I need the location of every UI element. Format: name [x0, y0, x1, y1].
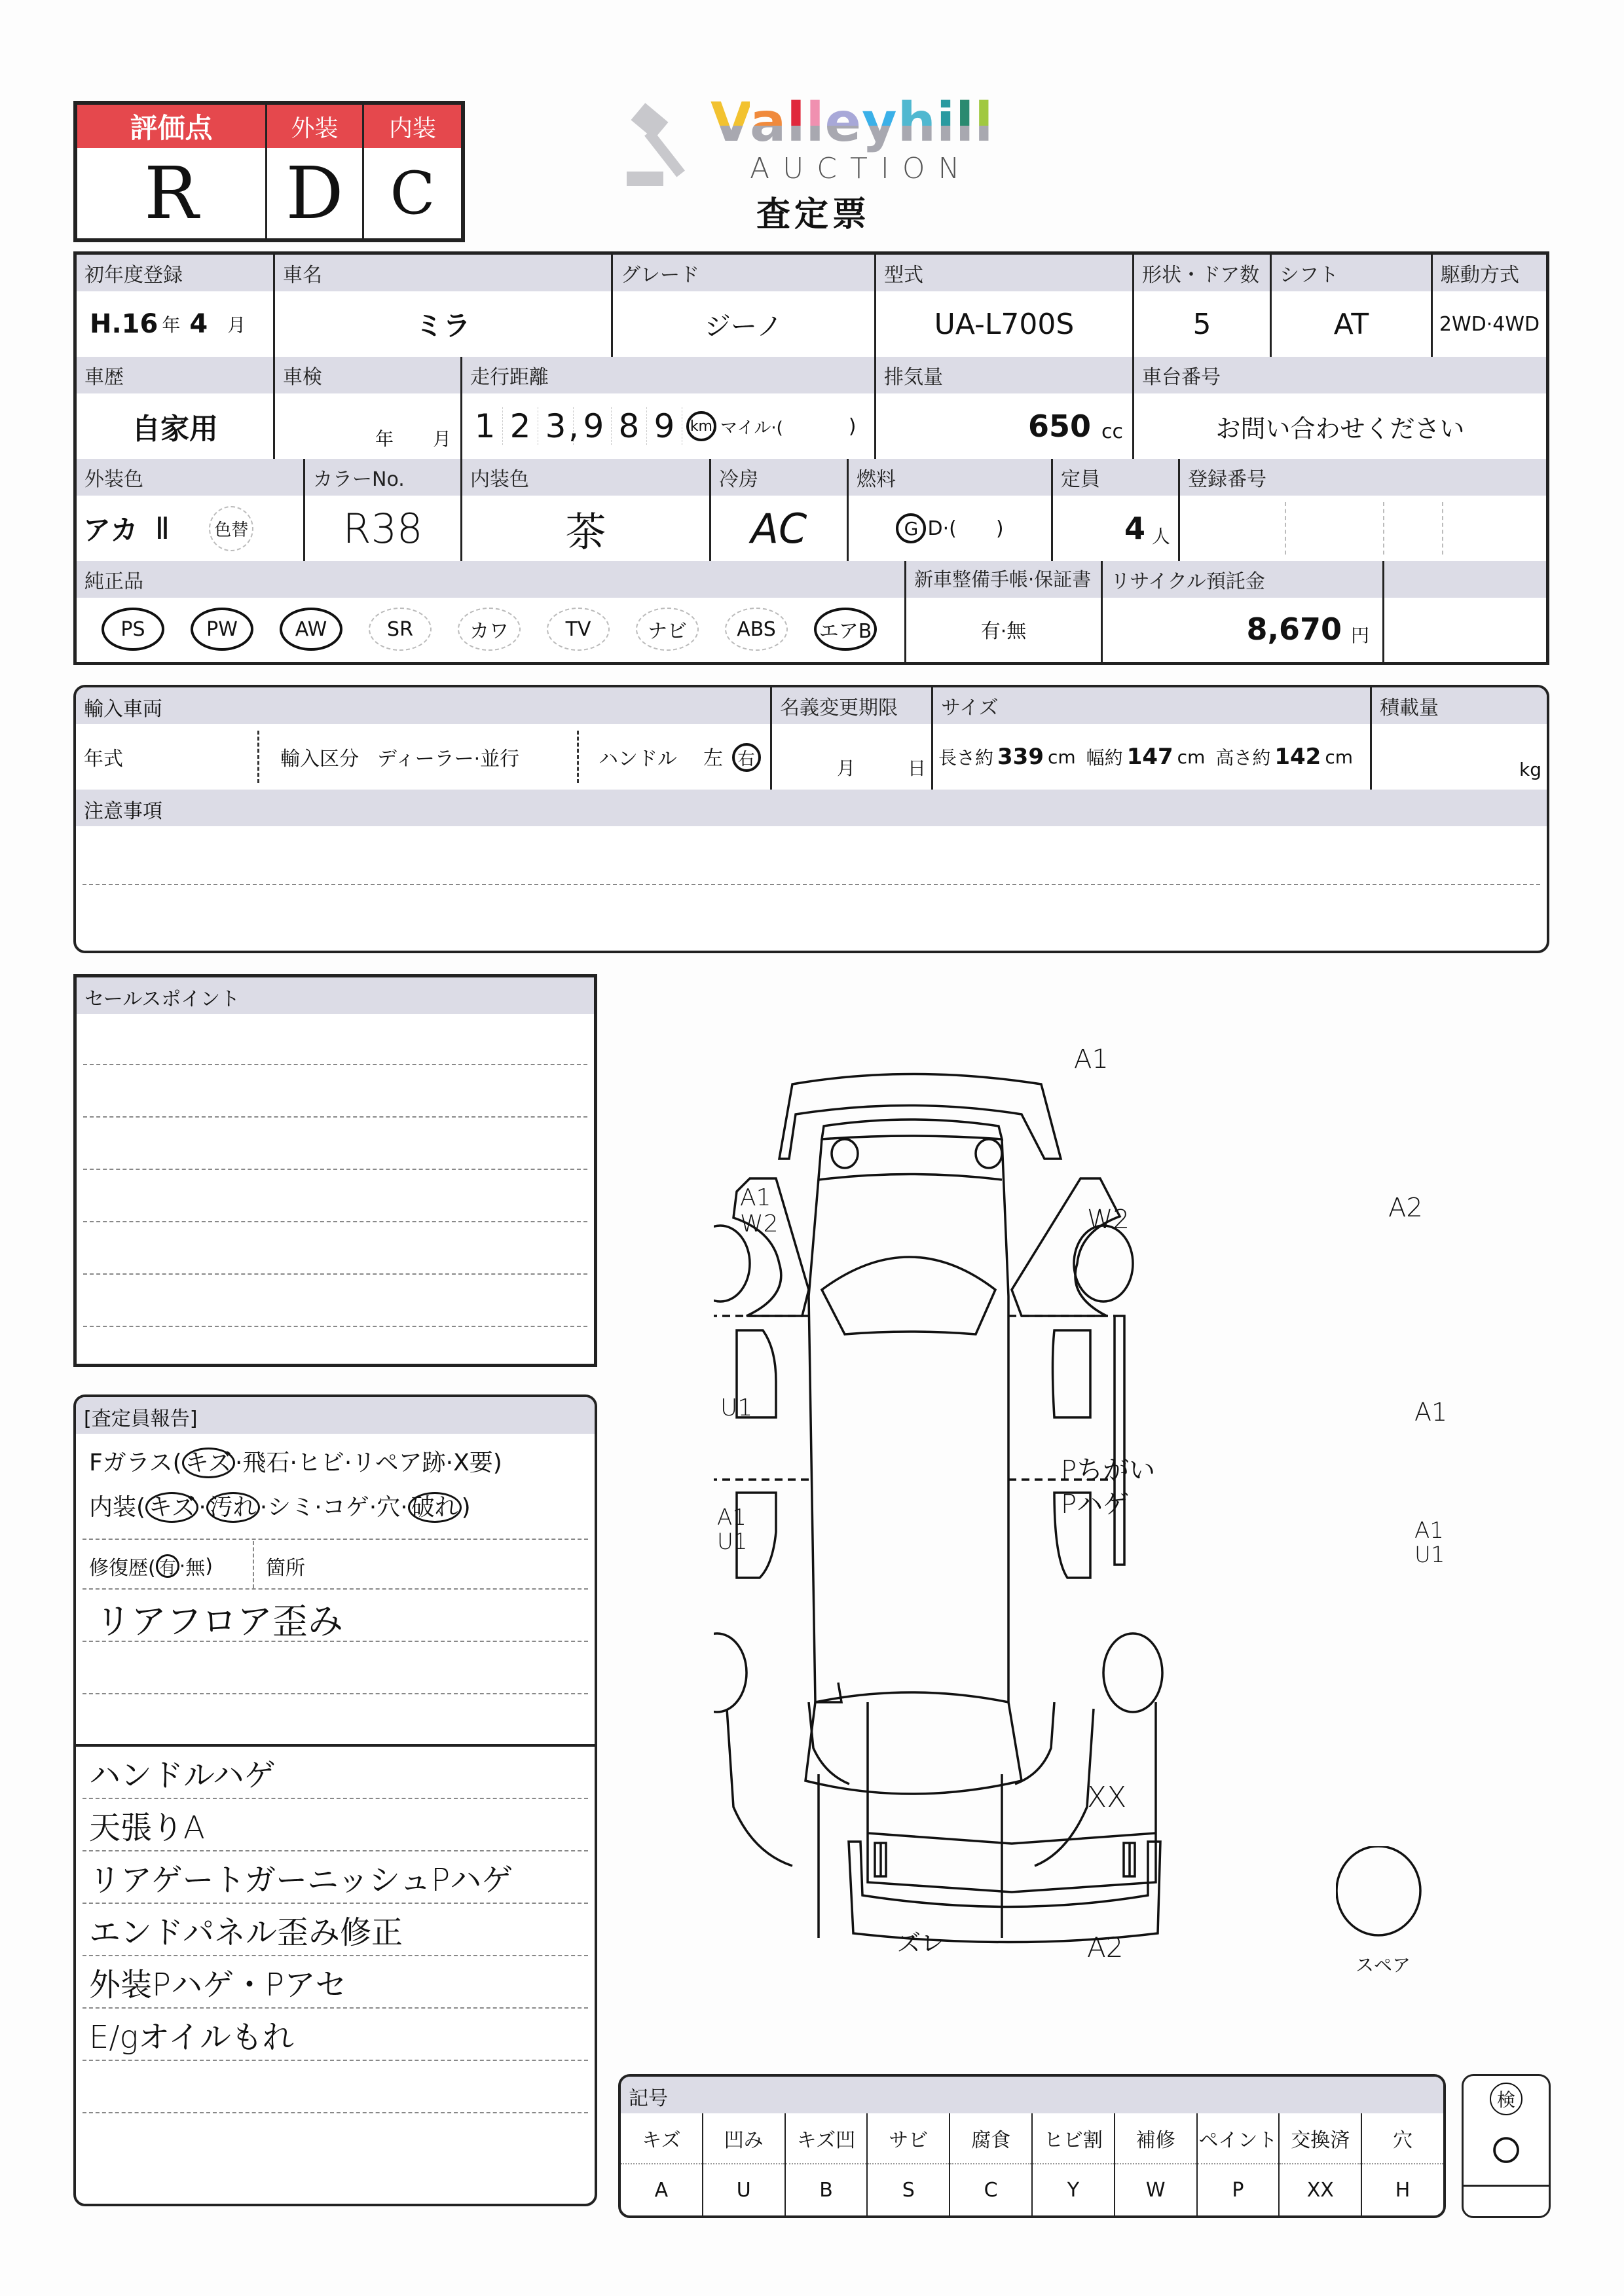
length-value: 339 — [997, 744, 1044, 770]
repair-location-label: 箇所 — [266, 1557, 305, 1580]
grade-box — [73, 101, 465, 242]
manual-warranty-label: 新車整備手帳·保証書 — [906, 561, 1101, 598]
interior-color-label: 内装色 — [462, 459, 709, 496]
brand-letter: h — [897, 92, 937, 154]
size-value — [933, 724, 1370, 790]
shift-value: AT — [1333, 307, 1369, 341]
inspection-stamp-box — [1462, 2074, 1551, 2218]
rear-gate-lower-edge — [868, 1833, 1156, 1844]
mileage-cell — [460, 357, 874, 459]
spare-tire-label: スペア — [1356, 1954, 1411, 1976]
height-label: 高さ約 — [1215, 747, 1271, 769]
import-category-label: 輸入区分 — [280, 748, 359, 771]
height-value: 142 — [1274, 744, 1321, 770]
chassis-number-label: 車台番号 — [1134, 357, 1546, 393]
reg-month-unit: 月 — [227, 314, 246, 336]
size-cell — [931, 687, 1370, 790]
mileage-digit: 9 — [576, 407, 612, 445]
front-bumper-annotation: A1 — [1074, 1044, 1109, 1074]
legend-item — [1278, 2113, 1361, 2215]
car-name-label: 車名 — [275, 255, 611, 291]
inspector-note-text: E/gオイルもれ — [89, 2018, 294, 2056]
first-registration-value — [77, 291, 273, 357]
chassis-number-cell — [1132, 357, 1546, 459]
front-glass-option[interactable]: 飛石 — [242, 1449, 290, 1476]
interior-grade-cell — [364, 105, 461, 238]
exterior-grade-value: D — [286, 151, 344, 235]
front-glass-suffix: ) — [492, 1449, 502, 1476]
reg-era: H.16 — [90, 309, 158, 339]
displacement-number: 650 — [1027, 409, 1091, 444]
brand-letter: y — [862, 92, 898, 154]
legend-item — [621, 2113, 702, 2215]
name-change-deadline-cell — [770, 687, 931, 790]
handle-side — [579, 742, 770, 773]
separator: · — [289, 1449, 297, 1476]
legend-item-name: ペイント — [1198, 2113, 1279, 2164]
brand-subtitle: AUCTION — [750, 152, 973, 185]
legend-item-code: XX — [1306, 2178, 1334, 2202]
color-number-label: カラーNo. — [305, 459, 460, 496]
fuel-other-options: D·( — [927, 517, 957, 540]
repair-history-label: 修復歴( — [89, 1557, 156, 1580]
displacement-value — [876, 393, 1132, 459]
mileage-digit: 2 — [503, 407, 538, 445]
repair-history-close: ) — [205, 1554, 213, 1578]
brand-letter: e — [824, 92, 862, 154]
displacement-cell — [874, 357, 1132, 459]
car-name-cell — [273, 255, 611, 357]
mileage-digit: 1 — [468, 407, 503, 445]
name-change-day-unit: 日 — [907, 757, 926, 779]
interior-color-cell — [460, 459, 709, 561]
equipment-options — [77, 598, 904, 661]
front-glass-option[interactable]: X要 — [453, 1449, 493, 1476]
displacement-label: 排気量 — [876, 357, 1132, 393]
length-unit: cm — [1048, 746, 1076, 768]
rear-bumper-note: ズレ — [897, 1930, 945, 1957]
left-rear-quarter[interactable] — [727, 1709, 792, 1866]
legend-item — [1114, 2113, 1196, 2215]
interior-option[interactable]: キズ — [145, 1492, 198, 1523]
inspection-cell — [273, 357, 460, 459]
load-capacity-label: 積載量 — [1372, 687, 1547, 724]
handle-right-option-selected[interactable]: 右 — [732, 743, 761, 772]
inspection-month-unit: 月 — [432, 428, 451, 450]
mileage-unit-other: マイル·( — [720, 418, 783, 438]
divider — [253, 1541, 254, 1588]
company-logo — [625, 92, 992, 242]
inspection-value — [275, 393, 460, 459]
separator: · — [400, 1494, 408, 1521]
inspection-label: 車検 — [275, 357, 460, 393]
fuel-value — [849, 496, 1051, 561]
handle-left-option[interactable]: 左 — [703, 746, 723, 770]
history-cell — [77, 357, 273, 459]
equipment-option-ps[interactable]: PS — [101, 608, 164, 651]
inspector-note-line — [83, 1747, 588, 1799]
interior-option[interactable]: コゲ — [322, 1494, 369, 1521]
color-swap-option[interactable]: 色替 — [209, 506, 253, 551]
legend-item — [949, 2113, 1031, 2215]
right-front-fender-annotation: A2 — [1388, 1193, 1423, 1223]
left-body-line — [809, 1139, 841, 1702]
displacement-unit: cc — [1101, 420, 1123, 443]
blank-cell-header — [1384, 561, 1546, 598]
left-rear-quarter-lower[interactable] — [809, 1702, 849, 1784]
bonnet-edge[interactable] — [819, 1175, 1002, 1180]
grade-name-label: グレード — [613, 255, 874, 291]
inspector-report-box — [73, 1394, 597, 2206]
capacity-value — [1053, 496, 1178, 561]
right-front-fender[interactable] — [1012, 1178, 1120, 1316]
document-title: 査定票 — [756, 195, 871, 234]
legend-item-name: 補修 — [1115, 2113, 1196, 2164]
mileage-label: 走行距離 — [462, 357, 874, 393]
legend-item-name: ヒビ割 — [1033, 2113, 1114, 2164]
ac-cell — [709, 459, 847, 561]
interior-option[interactable]: シミ — [267, 1494, 315, 1521]
symbol-legend — [618, 2074, 1446, 2218]
width-unit: cm — [1177, 746, 1206, 768]
repair-history: 修復歴( 有 · 無 ) — [89, 1552, 213, 1580]
interior-grade-label: 内装 — [364, 105, 461, 148]
brand-name — [710, 92, 993, 154]
legend-item — [1196, 2113, 1279, 2215]
inspector-note-line — [83, 1956, 588, 2009]
inspection-year-unit: 年 — [375, 428, 394, 450]
right-rear-door-annotation: A1 U1 — [1414, 1518, 1445, 1569]
registration-number-cell — [1178, 459, 1546, 561]
repair-history-no[interactable]: 無 — [185, 1557, 206, 1580]
right-rocker-panel[interactable] — [1115, 1316, 1124, 1565]
inspector-note-text: ハンドルハゲ — [89, 1757, 276, 1794]
legend-item-code: Y — [1067, 2178, 1080, 2202]
legend-item — [1361, 2113, 1443, 2215]
car-name-value: ミラ — [415, 310, 471, 342]
brand-letter: V — [710, 92, 750, 154]
right-body-line — [1002, 1139, 1008, 1702]
first-registration-cell — [77, 255, 273, 357]
left-headlight — [832, 1139, 858, 1168]
notes-label: 注意事項 — [76, 790, 1547, 826]
legend-item-code: B — [819, 2178, 833, 2202]
sales-point-line[interactable] — [83, 1064, 587, 1065]
divider — [83, 1641, 588, 1642]
manual-warranty-cell — [904, 561, 1101, 662]
equipment-option-aw[interactable]: AW — [280, 608, 342, 651]
legend-item-code: C — [984, 2178, 998, 2202]
sales-point-box — [73, 974, 597, 1367]
overall-grade-value: R — [144, 151, 198, 235]
brand-letter: i — [936, 92, 956, 154]
front-glass-option[interactable]: キズ — [182, 1448, 235, 1478]
gavel-icon — [625, 98, 704, 190]
legend-item-name: 凹み — [703, 2113, 784, 2164]
separator: · — [198, 1494, 206, 1521]
sales-point-line[interactable] — [83, 1221, 587, 1222]
name-change-label: 名義変更期限 — [772, 687, 931, 724]
width-label: 幅約 — [1086, 747, 1123, 769]
fuel-close: ) — [995, 517, 1004, 540]
inspector-report-label: [査定員報告] — [76, 1397, 595, 1434]
exterior-color-value — [77, 496, 303, 561]
legend-item-code: P — [1232, 2178, 1244, 2202]
bonnet-annotation: W2 — [1087, 1205, 1130, 1235]
divider — [1464, 2185, 1549, 2187]
sales-point-line[interactable] — [83, 1169, 587, 1170]
brand-letter: l — [955, 92, 975, 154]
inspector-note-line — [83, 1799, 588, 1851]
inspector-note-line — [83, 2061, 588, 2113]
load-capacity-unit: kg — [1519, 759, 1541, 780]
inspector-note-line — [83, 1904, 588, 1956]
legend-item-name: キズ — [621, 2113, 702, 2164]
capacity-label: 定員 — [1053, 459, 1178, 496]
roof-annotation: Pちがい Pハゲ — [1061, 1455, 1156, 1520]
mileage-digit: 8 — [612, 407, 647, 445]
legend-item-code: S — [902, 2178, 915, 2202]
recycle-amount: 8,670 — [1246, 611, 1342, 647]
inspection-mark: ○ — [1488, 2113, 1524, 2182]
equipment-option-pw[interactable]: PW — [191, 608, 253, 651]
inspector-note-line — [83, 1851, 588, 1904]
registration-number-value — [1180, 496, 1546, 561]
doors-cell — [1132, 255, 1270, 357]
fuel-gasoline-selected[interactable]: G — [896, 513, 926, 543]
notes-line — [83, 884, 1540, 885]
color-number-cell — [303, 459, 460, 561]
width-value: 147 — [1126, 744, 1173, 770]
import-category — [259, 731, 579, 783]
separator: · — [344, 1449, 352, 1476]
ac-label: 冷房 — [711, 459, 847, 496]
exterior-grade-cell — [267, 105, 364, 238]
recycle-deposit-label: リサイクル預託金 — [1103, 561, 1382, 598]
right-front-door-annotation: A1 — [1414, 1398, 1448, 1427]
mileage-unit-close: ) — [848, 414, 857, 438]
right-front-tire[interactable] — [1074, 1226, 1133, 1302]
exterior-color-cell — [77, 459, 303, 561]
right-rear-tire[interactable] — [1103, 1633, 1162, 1712]
sales-point-line[interactable] — [83, 1273, 587, 1275]
sales-point-line[interactable] — [83, 1326, 587, 1327]
load-capacity-cell — [1370, 687, 1547, 790]
import-year-label: 年式 — [76, 731, 259, 783]
inspector-note-line — [83, 2009, 588, 2061]
recycle-unit: 円 — [1350, 625, 1369, 646]
exterior-color-suffix: Ⅱ — [155, 511, 170, 546]
model-code-cell — [874, 255, 1132, 357]
sales-point-line[interactable] — [83, 1116, 587, 1118]
mileage-digit: 9 — [647, 407, 682, 445]
inspector-note-text: 外装Pハゲ・Pアセ — [89, 1966, 347, 2003]
inspector-note-text: 天張りA — [89, 1809, 205, 1846]
repair-note: リアフロア歪み — [96, 1601, 343, 1642]
drive-value: 2WD·4WD — [1439, 312, 1540, 336]
front-glass-condition — [89, 1444, 502, 1478]
overall-grade-cell — [77, 105, 267, 238]
mileage-digit: 3 — [538, 407, 574, 445]
front-glass-option[interactable]: リペア跡 — [352, 1449, 446, 1476]
fuel-cell — [847, 459, 1051, 561]
equipment-option-sr[interactable]: SR — [369, 608, 432, 651]
interior-option[interactable]: 穴 — [377, 1494, 401, 1521]
interior-grade-value: C — [390, 158, 435, 228]
spare-tire[interactable] — [1336, 1846, 1441, 1944]
equipment-option-カワ[interactable]: カワ — [458, 608, 521, 651]
equipment-option-エアb[interactable]: エアB — [814, 608, 877, 651]
doors-value: 5 — [1192, 307, 1211, 341]
brand-letter: l — [974, 92, 994, 154]
mileage-unit-km-selected[interactable]: km — [686, 411, 716, 441]
legend-item-name: 穴 — [1362, 2113, 1443, 2164]
separator: · — [234, 1449, 243, 1476]
front-glass-option[interactable]: ヒビ — [297, 1449, 344, 1476]
interior-condition — [89, 1489, 471, 1522]
exterior-grade-label: 外装 — [267, 105, 362, 148]
equipment-option-ナビ[interactable]: ナビ — [636, 608, 699, 651]
equipment-cell — [77, 561, 904, 662]
chassis-number-value: お問い合わせください — [1215, 414, 1465, 443]
exterior-color-name: アカ — [83, 514, 138, 546]
legend-item-code: U — [736, 2178, 751, 2202]
inspector-note-text: エンドパネル歪み修正 — [89, 1914, 403, 1951]
blank-cell — [1382, 561, 1546, 662]
legend-item-code: H — [1395, 2178, 1411, 2202]
front-glass-prefix: Fガラス( — [89, 1449, 182, 1476]
brand-letter: a — [749, 92, 787, 154]
right-headlight — [976, 1139, 1002, 1168]
divider — [83, 1588, 588, 1590]
legend-item-name: キズ凹 — [786, 2113, 867, 2164]
right-front-door-window[interactable] — [1053, 1330, 1091, 1417]
legend-item-name: 交換済 — [1280, 2113, 1361, 2164]
history-label: 車歴 — [77, 357, 273, 393]
reg-month: 4 — [189, 309, 208, 339]
drive-label: 駆動方式 — [1433, 255, 1546, 291]
separator: · — [314, 1494, 322, 1521]
fuel-label: 燃料 — [849, 459, 1051, 496]
capacity-unit: 人 — [1151, 526, 1170, 547]
doors-label: 形状・ドア数 — [1134, 255, 1270, 291]
import-details-row — [76, 724, 770, 790]
exterior-color-label: 外装色 — [77, 459, 303, 496]
name-change-month-unit: 月 — [836, 757, 855, 779]
divider — [83, 1539, 588, 1540]
legend-item-name: 腐食 — [950, 2113, 1031, 2164]
equipment-option-tv[interactable]: TV — [547, 608, 610, 651]
drive-cell — [1431, 255, 1546, 357]
grade-name-cell — [611, 255, 874, 357]
legend-label: 記号 — [621, 2077, 1443, 2113]
brand-letter: l — [786, 92, 806, 154]
import-vehicle-label: 輸入車両 — [76, 687, 770, 724]
inspector-note-text: リアゲートガーニッシュPハゲ — [89, 1861, 513, 1899]
left-front-fender-annotation: A1 W2 — [740, 1184, 779, 1237]
separator: · — [445, 1449, 454, 1476]
legend-item — [784, 2113, 867, 2215]
import-category-value: ディーラー·並行 — [377, 748, 520, 771]
thousands-separator: , — [568, 407, 579, 445]
interior-option[interactable]: 破れ — [408, 1492, 462, 1523]
mileage-value — [462, 393, 874, 459]
manual-warranty-value: 有·無 — [980, 620, 1027, 643]
legend-item-code: A — [654, 2178, 669, 2202]
overall-grade-label: 評価点 — [77, 105, 265, 148]
right-rear-quarter-lower[interactable] — [1015, 1702, 1054, 1784]
legend-item-name: サビ — [868, 2113, 949, 2164]
interior-color-value: 茶 — [565, 507, 606, 556]
recycle-deposit-value — [1103, 598, 1382, 661]
legend-item — [702, 2113, 784, 2215]
inspection-stamp-label: 検 — [1490, 2083, 1522, 2115]
windshield[interactable] — [822, 1257, 995, 1334]
reg-year-unit: 年 — [162, 314, 181, 336]
shift-cell — [1270, 255, 1431, 357]
capacity-cell — [1051, 459, 1178, 561]
front-grille[interactable] — [822, 1120, 1002, 1139]
left-front-door-annotation: U1 — [720, 1394, 753, 1421]
repair-history-yes-selected[interactable]: 有 — [156, 1554, 179, 1578]
rear-gate-annotation: XX — [1087, 1781, 1127, 1814]
model-code-label: 型式 — [876, 255, 1132, 291]
left-rear-door-annotation: A1 U1 — [717, 1504, 748, 1556]
brand-letter: l — [805, 92, 825, 154]
handle-label: ハンドル — [599, 748, 677, 771]
inspector-notes — [76, 1747, 595, 2113]
rear-bumper-annotation: A2 — [1087, 1931, 1124, 1963]
legend-item — [866, 2113, 949, 2215]
recycle-deposit-cell — [1101, 561, 1382, 662]
height-unit: cm — [1325, 746, 1354, 768]
history-value: 自家用 — [132, 412, 218, 446]
shift-label: シフト — [1272, 255, 1431, 291]
legend-columns — [621, 2113, 1443, 2215]
import-vehicle-table — [73, 685, 1549, 953]
size-label: サイズ — [933, 687, 1370, 724]
first-registration-label: 初年度登録 — [77, 255, 273, 291]
divider — [83, 1693, 588, 1694]
separator: · — [259, 1494, 268, 1521]
equipment-option-abs[interactable]: ABS — [725, 608, 788, 651]
legend-item-code: W — [1145, 2178, 1166, 2202]
sales-point-label: セールスポイント — [77, 977, 594, 1014]
vehicle-info-table — [73, 251, 1549, 665]
registration-number-label: 登録番号 — [1180, 459, 1546, 496]
color-number-value: R38 — [342, 504, 423, 553]
interior-suffix: ) — [461, 1494, 471, 1521]
model-code-value: UA-L700S — [934, 307, 1075, 341]
legend-item — [1031, 2113, 1114, 2215]
separator: · — [369, 1494, 377, 1521]
left-rear-tire[interactable] — [714, 1633, 747, 1712]
capacity-number: 4 — [1124, 511, 1145, 546]
name-change-value — [772, 724, 931, 790]
grade-name-value: ジーノ — [704, 311, 783, 342]
ac-value: AC — [750, 504, 807, 553]
interior-option[interactable]: 汚れ — [206, 1492, 260, 1523]
length-label: 長さ約 — [938, 747, 994, 769]
equipment-label: 純正品 — [77, 561, 904, 598]
interior-prefix: 内装( — [89, 1494, 146, 1521]
